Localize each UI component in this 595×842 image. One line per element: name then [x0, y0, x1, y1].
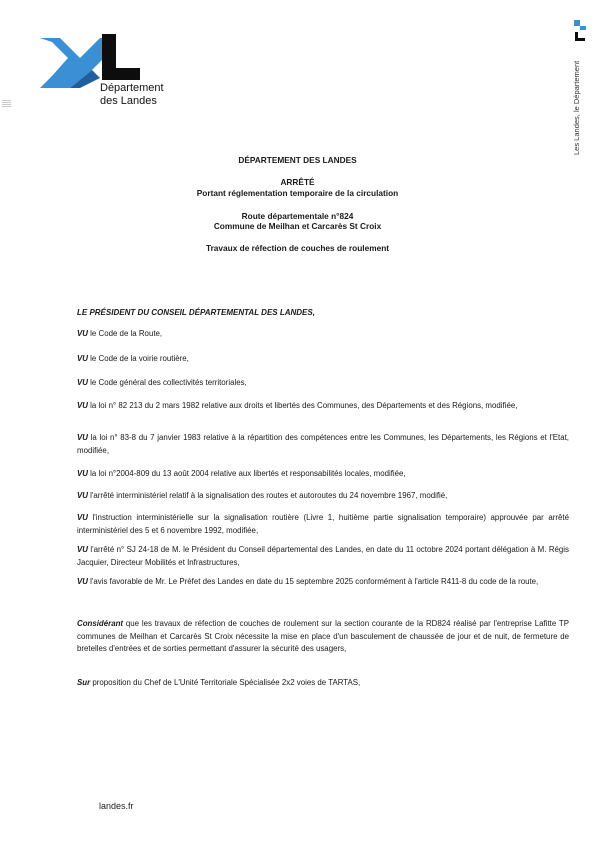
header-route: Route départementale n°824	[241, 211, 354, 221]
clause: VU l'avis favorable de Mr. Le Préfet des Landes en date du 15 septembre 2025 conformément à l'article R411-8 du code de la route,	[77, 577, 539, 586]
header-dept: DÉPARTEMENT DES LANDES	[238, 155, 357, 165]
lead-title: LE PRÉSIDENT DU CONSEIL DÉPARTEMENTAL DES LANDES,	[77, 308, 315, 317]
logo-text	[100, 82, 164, 108]
header-commune: Commune de Meilhan et Carcarès St Croix	[213, 221, 382, 231]
clause: VU la loi n°2004-809 du 13 août 2004 relative aux libertés et responsabilités locales, modifiée,	[77, 469, 406, 478]
logo-line1: Département	[100, 82, 164, 94]
scan-mark	[2, 100, 11, 108]
clause: VU la loi n° 83-8 du 7 janvier 1983 relative à la répartition des compétences entre les Communes, les Départements, les Régions et l'Etat, modifiée,	[77, 433, 569, 455]
header-arrete: ARRÊTÉ	[280, 177, 315, 187]
clause: VU le Code de la Route,	[77, 329, 163, 338]
header-travaux: Travaux de réfection de couches de roulement	[205, 243, 390, 253]
side-logo-icon	[574, 20, 588, 42]
clause: VU la loi n° 82 213 du 2 mars 1982 relative aux droits et libertés des Communes, des Départements et des Régions, modifiée,	[77, 401, 518, 410]
clause: VU l'arrêté n° SJ 24-18 de M. le Président du Conseil départemental des Landes, en date du 11 octobre 2024 portant délégation à M. Régis Jacquier, Directeur Mobilités et Infrastructures,	[77, 545, 569, 567]
clause: VU le Code général des collectivités territoriales,	[77, 378, 247, 387]
footer-link[interactable]: landes.fr	[99, 801, 134, 811]
logo-line2: des Landes	[100, 95, 157, 107]
clause: Sur proposition du Chef de L'Unité Territoriale Spécialisée 2x2 voies de TARTAS,	[77, 678, 361, 687]
clause: VU le Code de la voirie routière,	[77, 354, 189, 363]
header-subtitle: Portant réglementation temporaire de la circulation	[196, 188, 399, 198]
clause: Considérant que les travaux de réfection de couches de roulement sur la section courante de la RD824 réalisé par l'entreprise Lafitte TP communes de Meilhan et Carcarès St Croix nécessite la mise en place d'un basculement de chaussée de jour et de nuit, de fermeture de bretelles d'entrées et de sorties permettant d'assurer la sécurité des usagers,	[77, 619, 569, 653]
clause: VU l'arrêté interministériel relatif à la signalisation des routes et autoroutes du 24 novembre 1967, modifié,	[77, 491, 448, 500]
side-slogan: Les Landes, le Département	[572, 60, 581, 155]
clause: VU l'instruction interministérielle sur la signalisation routière (Livre 1, huitième partie signalisation temporaire) approuvée par arrêté interministériel des 5 et 6 novembre 1992, modifiée,	[77, 513, 569, 535]
